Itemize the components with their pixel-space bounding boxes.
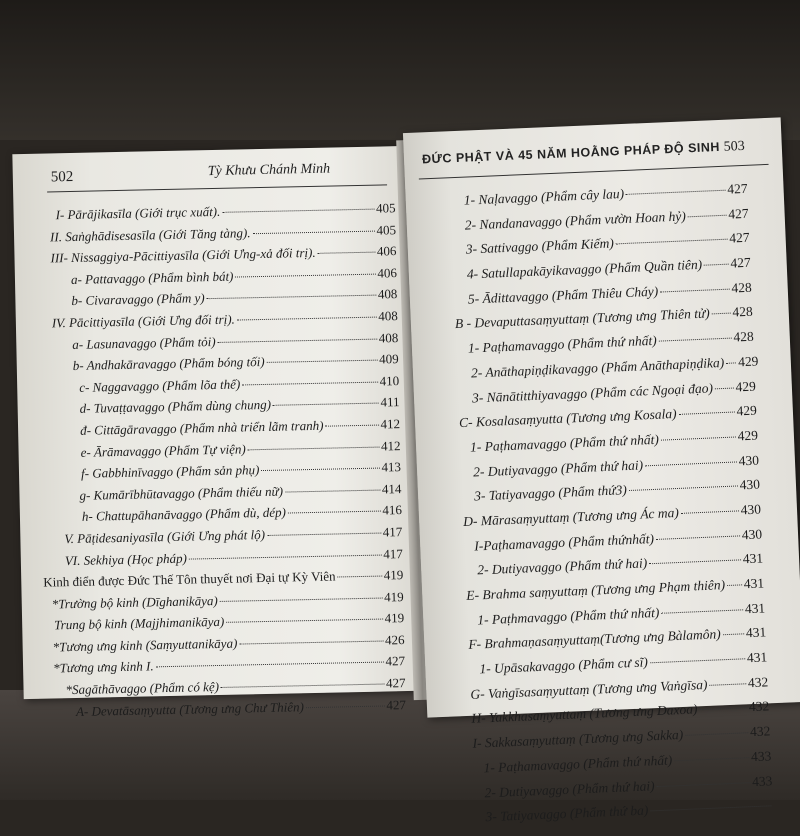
toc-leader-dots bbox=[267, 360, 378, 363]
toc-leader-dots bbox=[318, 252, 375, 254]
toc-entry-page: 430 bbox=[740, 501, 762, 518]
toc-entry-page: 410 bbox=[379, 372, 400, 389]
toc-entry-title: Trung bộ kinh (Majjhimanikāya) bbox=[54, 614, 225, 633]
toc-entry-title: a- Lasunavaggo (Phẩm tỏi) bbox=[72, 333, 216, 352]
toc-entry-title: h- Chattupāhanāvaggo (Phẩm dù, dép) bbox=[81, 504, 287, 525]
toc-leader-dots bbox=[704, 264, 728, 266]
toc-entry-title: b- Andhakāravaggo (Phẩm bóng tối) bbox=[72, 354, 265, 374]
toc-entry-title: 1- Paṭhamavaggo (Phẩm thứ nhất) bbox=[467, 332, 657, 356]
left-header-rule bbox=[47, 184, 387, 192]
toc-leader-dots bbox=[338, 576, 382, 578]
toc-leader-dots bbox=[699, 708, 747, 711]
toc-entry-title: 3- Sattivaggo (Phẩm Kiếm) bbox=[465, 235, 615, 258]
toc-leader-dots bbox=[661, 609, 743, 613]
toc-entry-page: 412 bbox=[380, 437, 401, 454]
toc-entry-page: 429 bbox=[735, 378, 757, 394]
toc-entry-page: 432 bbox=[749, 723, 771, 740]
toc-entry-page: 431 bbox=[742, 550, 764, 567]
toc-entry-page: 432 bbox=[748, 698, 770, 715]
toc-entry-page: 408 bbox=[378, 308, 398, 324]
toc-leader-dots bbox=[650, 658, 745, 663]
toc-entry-title: H- Yakkhasaṃyuttaṃ (Tương ưng Daxoa) bbox=[471, 701, 698, 727]
toc-entry-page: 408 bbox=[377, 286, 398, 302]
toc-entry-page: 426 bbox=[384, 631, 405, 648]
toc-entry-title: f- Gabbhinīvaggo (Phẩm sản phụ) bbox=[80, 462, 260, 481]
toc-entry-page: 433 bbox=[751, 772, 773, 789]
toc-entry-title: đ- Cittāgāravaggo (Phẩm nhà triển lãm tranh) bbox=[79, 417, 324, 438]
toc-entry-title: *Tương ưng kinh (Saṃyuttanikāya) bbox=[52, 635, 238, 655]
toc-leader-dots bbox=[248, 446, 379, 450]
left-page-number: 502 bbox=[50, 168, 74, 186]
toc-leader-dots bbox=[288, 511, 380, 514]
toc-leader-dots bbox=[649, 560, 741, 565]
toc-leader-dots bbox=[727, 584, 742, 586]
right-header-rule bbox=[419, 164, 769, 180]
toc-leader-dots bbox=[218, 338, 377, 342]
toc-entry-page: 427 bbox=[728, 205, 749, 222]
toc-entry-page: 416 bbox=[382, 502, 403, 518]
toc-entry-page: 414 bbox=[381, 480, 402, 497]
toc-entry-page: 431 bbox=[746, 649, 768, 666]
toc-entry-title: I- Sakkasaṃyuttaṃ (Tương ưng Sakka) bbox=[472, 727, 684, 751]
right-page bbox=[403, 117, 800, 825]
toc-entry-page: 429 bbox=[736, 402, 758, 419]
toc-leader-dots bbox=[715, 387, 734, 389]
toc-entry-title: 2- Nandanavaggo (Phẩm vườn Hoan hỷ) bbox=[464, 208, 687, 233]
toc-entry-title: d- Tuvaṭṭavaggo (Phẩm dùng chung) bbox=[79, 397, 272, 417]
toc-entry-page: 419 bbox=[384, 610, 405, 626]
toc-entry-title: 2- Dutiyavaggo (Phẩm thứ hai) bbox=[476, 555, 648, 578]
toc-entry-title: c- Naggavaggo (Phẩm lõa thể) bbox=[79, 376, 241, 395]
toc-leader-dots bbox=[226, 619, 382, 623]
toc-entry-title: 1- Upāsakavaggo (Phẩm cư sĩ) bbox=[479, 654, 649, 677]
toc-leader-dots bbox=[657, 782, 751, 787]
toc-entry-page: 432 bbox=[747, 674, 769, 690]
toc-entry-title: C- Kosalasaṃyutta (Tương ưng Kosala) bbox=[458, 406, 677, 431]
toc-entry-title: Kinh điển được Đức Thế Tôn thuyết nơi Đại tự Kỳ Viên bbox=[43, 568, 336, 590]
toc-entry-page: 428 bbox=[731, 279, 752, 296]
toc-entry-title: b- Civaravaggo (Phẩm y) bbox=[71, 290, 205, 309]
toc-leader-dots bbox=[674, 757, 749, 761]
toc-entry-page: 409 bbox=[379, 351, 399, 367]
toc-entry-page: 427 bbox=[729, 230, 750, 246]
toc-leader-dots bbox=[679, 412, 735, 415]
toc-entry-title: D- Mārasaṃyuttaṃ (Tương ưng Ác ma) bbox=[462, 504, 680, 529]
toc-entry-page: 429 bbox=[737, 353, 759, 370]
toc-entry-page: 405 bbox=[375, 200, 396, 216]
left-page-header: Tỳ Khưu Chánh Minh bbox=[207, 161, 331, 180]
toc-leader-dots bbox=[660, 288, 729, 292]
toc-entry-page: 406 bbox=[377, 264, 398, 281]
toc-entry-page: 428 bbox=[733, 328, 755, 345]
toc-entry-title: V. Pāṭidesaniyasīla (Giới Ưng phát lộ) bbox=[64, 526, 266, 547]
toc-entry-title: III- Nissaggiya-Pācittiyasīla (Giới Ưng-xả đối trị). bbox=[50, 245, 316, 266]
toc-entry-title: 1- Naḷavaggo (Phẩm cây lau) bbox=[463, 185, 625, 208]
toc-entry-title: *Trường bộ kinh (Dīghanikāya) bbox=[51, 592, 218, 612]
toc-entry-title: B - Devaputtasaṃyuttaṃ (Tương ưng Thiên tử) bbox=[454, 305, 711, 332]
toc-entry-title: 1- Paṭhamavaggo (Phẩm thứ nhất) bbox=[483, 752, 673, 776]
toc-leader-dots bbox=[685, 732, 748, 736]
toc-entry-title: I- Pārājikasīla (Giới trục xuất). bbox=[55, 203, 221, 223]
toc-entry-title: IV. Pācittiyasīla (Giới Ưng đối trị). bbox=[51, 311, 235, 331]
toc-entry-page: 430 bbox=[739, 476, 761, 493]
toc-entry-page: 413 bbox=[381, 459, 402, 475]
toc-entry-title: *Tương ưng kinh I. bbox=[52, 658, 154, 676]
toc-leader-dots bbox=[629, 486, 738, 492]
toc-leader-dots bbox=[325, 425, 378, 427]
toc-leader-dots bbox=[726, 362, 736, 363]
toc-entry-page: 427 bbox=[386, 696, 407, 713]
toc-leader-dots bbox=[626, 190, 725, 195]
toc-entry-title: 1- Paṭhamavaggo (Phẩm thứ nhất) bbox=[469, 431, 660, 455]
toc-entry-title: g- Kumārībhūtavaggo (Phẩm thiếu nữ) bbox=[79, 483, 284, 503]
toc-entry-title: G- Vaṅgīsasaṃyuttaṃ (Tương ưng Vaṅgīsa) bbox=[470, 676, 708, 702]
toc-entry-page: 417 bbox=[383, 545, 403, 562]
toc-leader-dots bbox=[235, 273, 375, 277]
toc-leader-dots bbox=[237, 317, 377, 321]
toc-entry-page: 419 bbox=[384, 588, 404, 605]
toc-entry-page: 427 bbox=[385, 675, 406, 691]
toc-leader-dots bbox=[661, 436, 736, 440]
toc-entry-title: 1- Paṭhmavaggo (Phẩm thứ nhất) bbox=[477, 604, 660, 628]
toc-entry-page: 431 bbox=[745, 624, 767, 641]
toc-entry-title: *Sagāthāvaggo (Phẩm có kệ) bbox=[65, 679, 220, 698]
left-page bbox=[12, 146, 418, 719]
toc-entry-page: 412 bbox=[380, 416, 401, 432]
toc-entry-page: 408 bbox=[378, 329, 399, 346]
toc-leader-dots bbox=[242, 381, 377, 385]
toc-leader-dots bbox=[267, 532, 381, 535]
toc-leader-dots bbox=[261, 468, 379, 471]
toc-entry-title: 2- Dutiyavaggo (Phẩm thứ hai) bbox=[484, 777, 655, 800]
right-page-header: ĐỨC PHẬT VÀ 45 NĂM HOẰNG PHÁP ĐỘ SINH bbox=[421, 139, 721, 167]
toc-leader-dots bbox=[221, 684, 384, 688]
toc-leader-dots bbox=[709, 683, 746, 686]
toc-entry-title: 2- Dutiyavaggo (Phẩm thứ hai) bbox=[472, 456, 644, 480]
toc-entry-page: 427 bbox=[726, 180, 748, 197]
toc-leader-dots bbox=[222, 209, 374, 213]
toc-entry-title: E- Brahma saṃyuttaṃ (Tương ưng Phạm thiên) bbox=[466, 577, 726, 603]
right-toc bbox=[447, 181, 774, 835]
toc-entry-title: I-Paṭhamavaggo (Phẩm thứnhất) bbox=[473, 530, 655, 554]
toc-entry-page: 427 bbox=[730, 254, 751, 271]
toc-leader-dots bbox=[239, 640, 383, 644]
toc-entry-title: 3- Nānātitthiyavaggo (Phẩm các Ngoại đạo) bbox=[471, 379, 714, 406]
toc-entry-page: 430 bbox=[741, 526, 763, 542]
toc-leader-dots bbox=[723, 634, 744, 636]
toc-entry-title: VI. Sekhiya (Học pháp) bbox=[64, 550, 187, 568]
toc-entry-title: 4- Satullapakāyikavaggo (Phẩm Quần tiên) bbox=[466, 256, 703, 282]
toc-entry-page: 419 bbox=[383, 567, 404, 583]
toc-entry-page: 431 bbox=[743, 575, 765, 592]
toc-leader-dots bbox=[616, 239, 728, 245]
toc-entry-title: F- Brahmaṇasaṃyuttaṃ(Tương ưng Bàlamôn) bbox=[468, 626, 722, 653]
toc-entry-title: 3- Tatiyavaggo (Phẩm thứ ba) bbox=[485, 802, 649, 825]
toc-entry-page: 406 bbox=[376, 243, 397, 259]
toc-entry-page: 430 bbox=[738, 452, 760, 468]
toc-entry-title: a- Pattavaggo (Phẩm bình bát) bbox=[70, 268, 234, 287]
left-toc bbox=[35, 200, 406, 726]
toc-entry-title: 5- Ādittavaggo (Phẩm Thiêu Cháy) bbox=[467, 283, 659, 307]
toc-leader-dots bbox=[285, 489, 380, 492]
toc-entry-title: A- Devatāsaṃyutta (Tương ưng Chư Thiên) bbox=[75, 698, 305, 719]
toc-entry-title: 2- Anāthapiṇḍikavaggo (Phẩm Anāthapiṇḍika) bbox=[470, 354, 725, 381]
toc-leader-dots bbox=[650, 806, 771, 812]
toc-leader-dots bbox=[659, 338, 732, 342]
toc-leader-dots bbox=[156, 662, 384, 668]
right-page-number: 503 bbox=[723, 138, 746, 155]
toc-leader-dots bbox=[273, 403, 379, 406]
toc-leader-dots bbox=[220, 597, 382, 601]
toc-leader-dots bbox=[712, 313, 731, 315]
toc-entry-title: e- Ārāmavaggo (Phẩm Tự viện) bbox=[80, 440, 246, 460]
toc-leader-dots bbox=[656, 535, 740, 540]
toc-leader-dots bbox=[253, 230, 375, 234]
toc-entry-page: 433 bbox=[750, 748, 772, 764]
toc-entry-page: 411 bbox=[380, 394, 400, 410]
toc-entry-page: 431 bbox=[744, 600, 766, 616]
toc-leader-dots bbox=[306, 705, 385, 708]
toc-leader-dots bbox=[645, 461, 737, 466]
toc-leader-dots bbox=[688, 214, 727, 217]
toc-leader-dots bbox=[189, 554, 381, 559]
toc-entry-page: 428 bbox=[732, 304, 754, 320]
toc-entry-page: 405 bbox=[376, 221, 397, 238]
toc-entry-page: 429 bbox=[737, 427, 759, 444]
toc-entry-title: II. Saṅghādisesasīla (Giới Tăng tàng). bbox=[49, 224, 251, 245]
toc-leader-dots bbox=[681, 510, 739, 513]
toc-leader-dots bbox=[207, 295, 376, 300]
toc-entry-title: 3- Tatiyavaggo (Phẩm thứ3) bbox=[473, 482, 628, 504]
toc-entry-page: 427 bbox=[385, 653, 406, 669]
toc-entry-page: 417 bbox=[382, 524, 403, 540]
